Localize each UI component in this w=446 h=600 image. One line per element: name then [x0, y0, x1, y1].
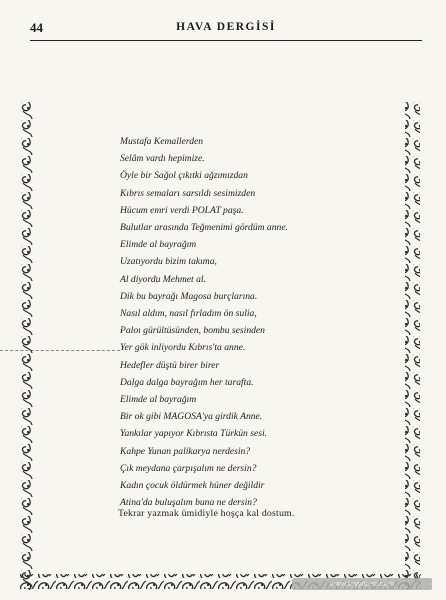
poem-line: Nasıl aldım, nasıl fırladım ön sulia, [120, 308, 257, 320]
poem-line: Kahpe Yunan palikarya nerdesin? [120, 445, 251, 457]
poem-line: Yankılar yapıyor Kıbrısta Türkün sesi. [120, 428, 268, 440]
poem-line: Hücum emri verdi POLAT paşa. [120, 204, 244, 216]
poem-line: Çık meydana çarpışalım ne dersin? [120, 462, 257, 474]
poem-line: Elimde al bayrağım [120, 394, 197, 406]
page-number: 44 [30, 20, 43, 35]
poem-line: Dalga dalga bayrağım her tarafta. [120, 376, 254, 388]
poem-line: Dik bu bayrağı Magosa burçlarına. [120, 290, 258, 302]
poem-line: Paloı gürültüsünden, bombu sesinden [120, 325, 265, 337]
poem-line: Kıbrıs semaları sarsıldı sesimizden [120, 187, 256, 199]
page-header [30, 18, 422, 41]
poem-line: Hedefler düştü birer birer [120, 359, 220, 371]
poem-line: Atina'da buluşalım buna ne dersin? [120, 497, 257, 509]
poem-body [120, 133, 360, 511]
poem-line: Mustafa Kemallerden [120, 136, 204, 147]
journal-title: HAVA DERGİSİ [176, 21, 276, 33]
closing-line: Tekrar yazmak ümidiyle hoşça kal dostum. [118, 508, 295, 519]
watermark-label: www.tayyareci.com [292, 578, 432, 590]
poem-line: Elimde al bayrağım [120, 239, 197, 251]
poem-line: Kadın çocuk öldürmek hüner değildir [120, 480, 265, 492]
poem-line: Al diyordu Mehmet al. [120, 273, 206, 285]
poem-line: Bir ok gibi MAGOSA'ya girdik Anne. [120, 411, 263, 423]
poem-line: Selâm vardı hepimize. [120, 153, 205, 165]
poem-line: Uzatıyordu bizim takıma, [120, 256, 217, 268]
poem-line: Öyle bir Sağol çıkıtki ağzımızdan [120, 170, 248, 182]
poem-line: Bulutlar arasında Teğmenimi gördüm anne. [120, 222, 288, 234]
poem-line: Yer gök inliyordu Kıbrıs'ta anne. [120, 342, 246, 354]
